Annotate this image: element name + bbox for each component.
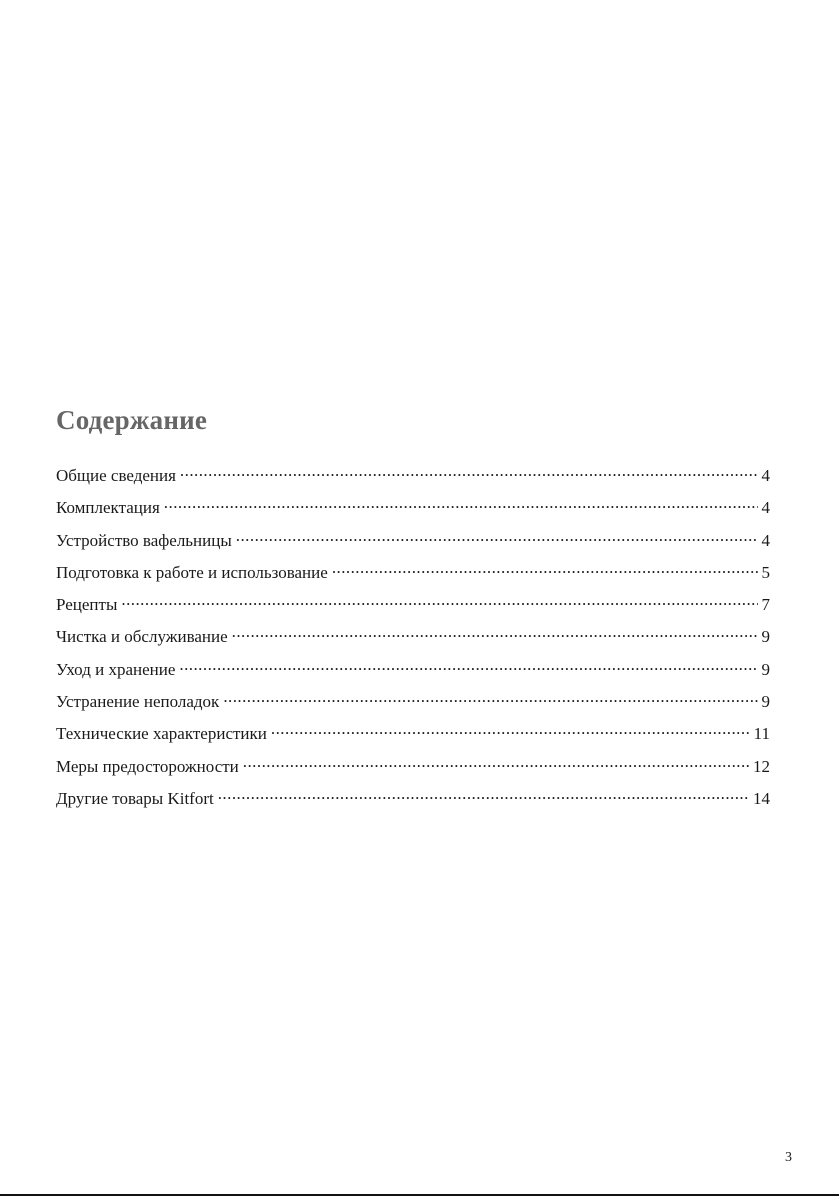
toc-item-page: 7 (761, 595, 770, 615)
toc-item-page: 4 (761, 498, 770, 518)
toc-item[interactable] (56, 526, 770, 558)
toc-item[interactable] (56, 784, 770, 816)
toc-item-label: Общие сведения (56, 466, 176, 485)
toc-leader-dots (218, 784, 749, 804)
toc-item-page: 14 (753, 788, 770, 808)
toc-item-page: 4 (761, 466, 770, 485)
toc-title: Содержание (56, 405, 208, 435)
toc-leader-dots (232, 622, 758, 642)
toc-item-label: Уход и хранение (56, 659, 176, 679)
toc-item[interactable] (56, 558, 770, 590)
toc-item-page: 9 (761, 627, 770, 647)
toc-item-label: Чистка и обслуживание (56, 627, 228, 647)
toc-leader-dots (223, 687, 757, 707)
toc-leader-dots (332, 558, 758, 578)
toc-leader-dots (121, 590, 757, 610)
toc-item-label: Комплектация (56, 498, 160, 518)
toc-leader-dots (236, 526, 758, 546)
toc-item-label: Технические характеристики (56, 724, 267, 744)
toc-item-label: Устранение неполадок (56, 692, 220, 712)
toc-item-page: 9 (761, 692, 770, 712)
toc-item[interactable] (56, 461, 770, 493)
toc-item-page: 4 (761, 530, 770, 550)
toc-leader-dots (180, 461, 758, 481)
toc-leader-dots (164, 493, 758, 513)
toc-item-page: 11 (753, 724, 770, 744)
toc-leader-dots (243, 752, 749, 772)
toc-item[interactable] (56, 493, 770, 525)
toc-leader-dots (271, 719, 750, 739)
toc-item-page: 9 (761, 659, 770, 679)
toc-item-label: Меры предосторожности (56, 756, 239, 776)
toc-item-label: Устройство вафельницы (56, 530, 232, 550)
toc-item[interactable] (56, 687, 770, 719)
toc-list (56, 461, 770, 816)
toc-item[interactable] (56, 752, 770, 784)
page-number: 3 (785, 1150, 792, 1165)
toc-item[interactable] (56, 590, 770, 622)
toc-item-label: Подготовка к работе и использование (56, 562, 328, 582)
toc-item-page: 5 (761, 562, 770, 582)
toc-item[interactable] (56, 622, 770, 654)
toc-item-label: Другие товары Kitfort (56, 788, 214, 808)
toc-item[interactable] (56, 655, 770, 687)
toc-item-page: 12 (753, 756, 770, 776)
toc-item[interactable] (56, 719, 770, 751)
toc-leader-dots (179, 655, 757, 675)
toc-item-label: Рецепты (56, 595, 118, 615)
table-of-contents (56, 401, 770, 816)
